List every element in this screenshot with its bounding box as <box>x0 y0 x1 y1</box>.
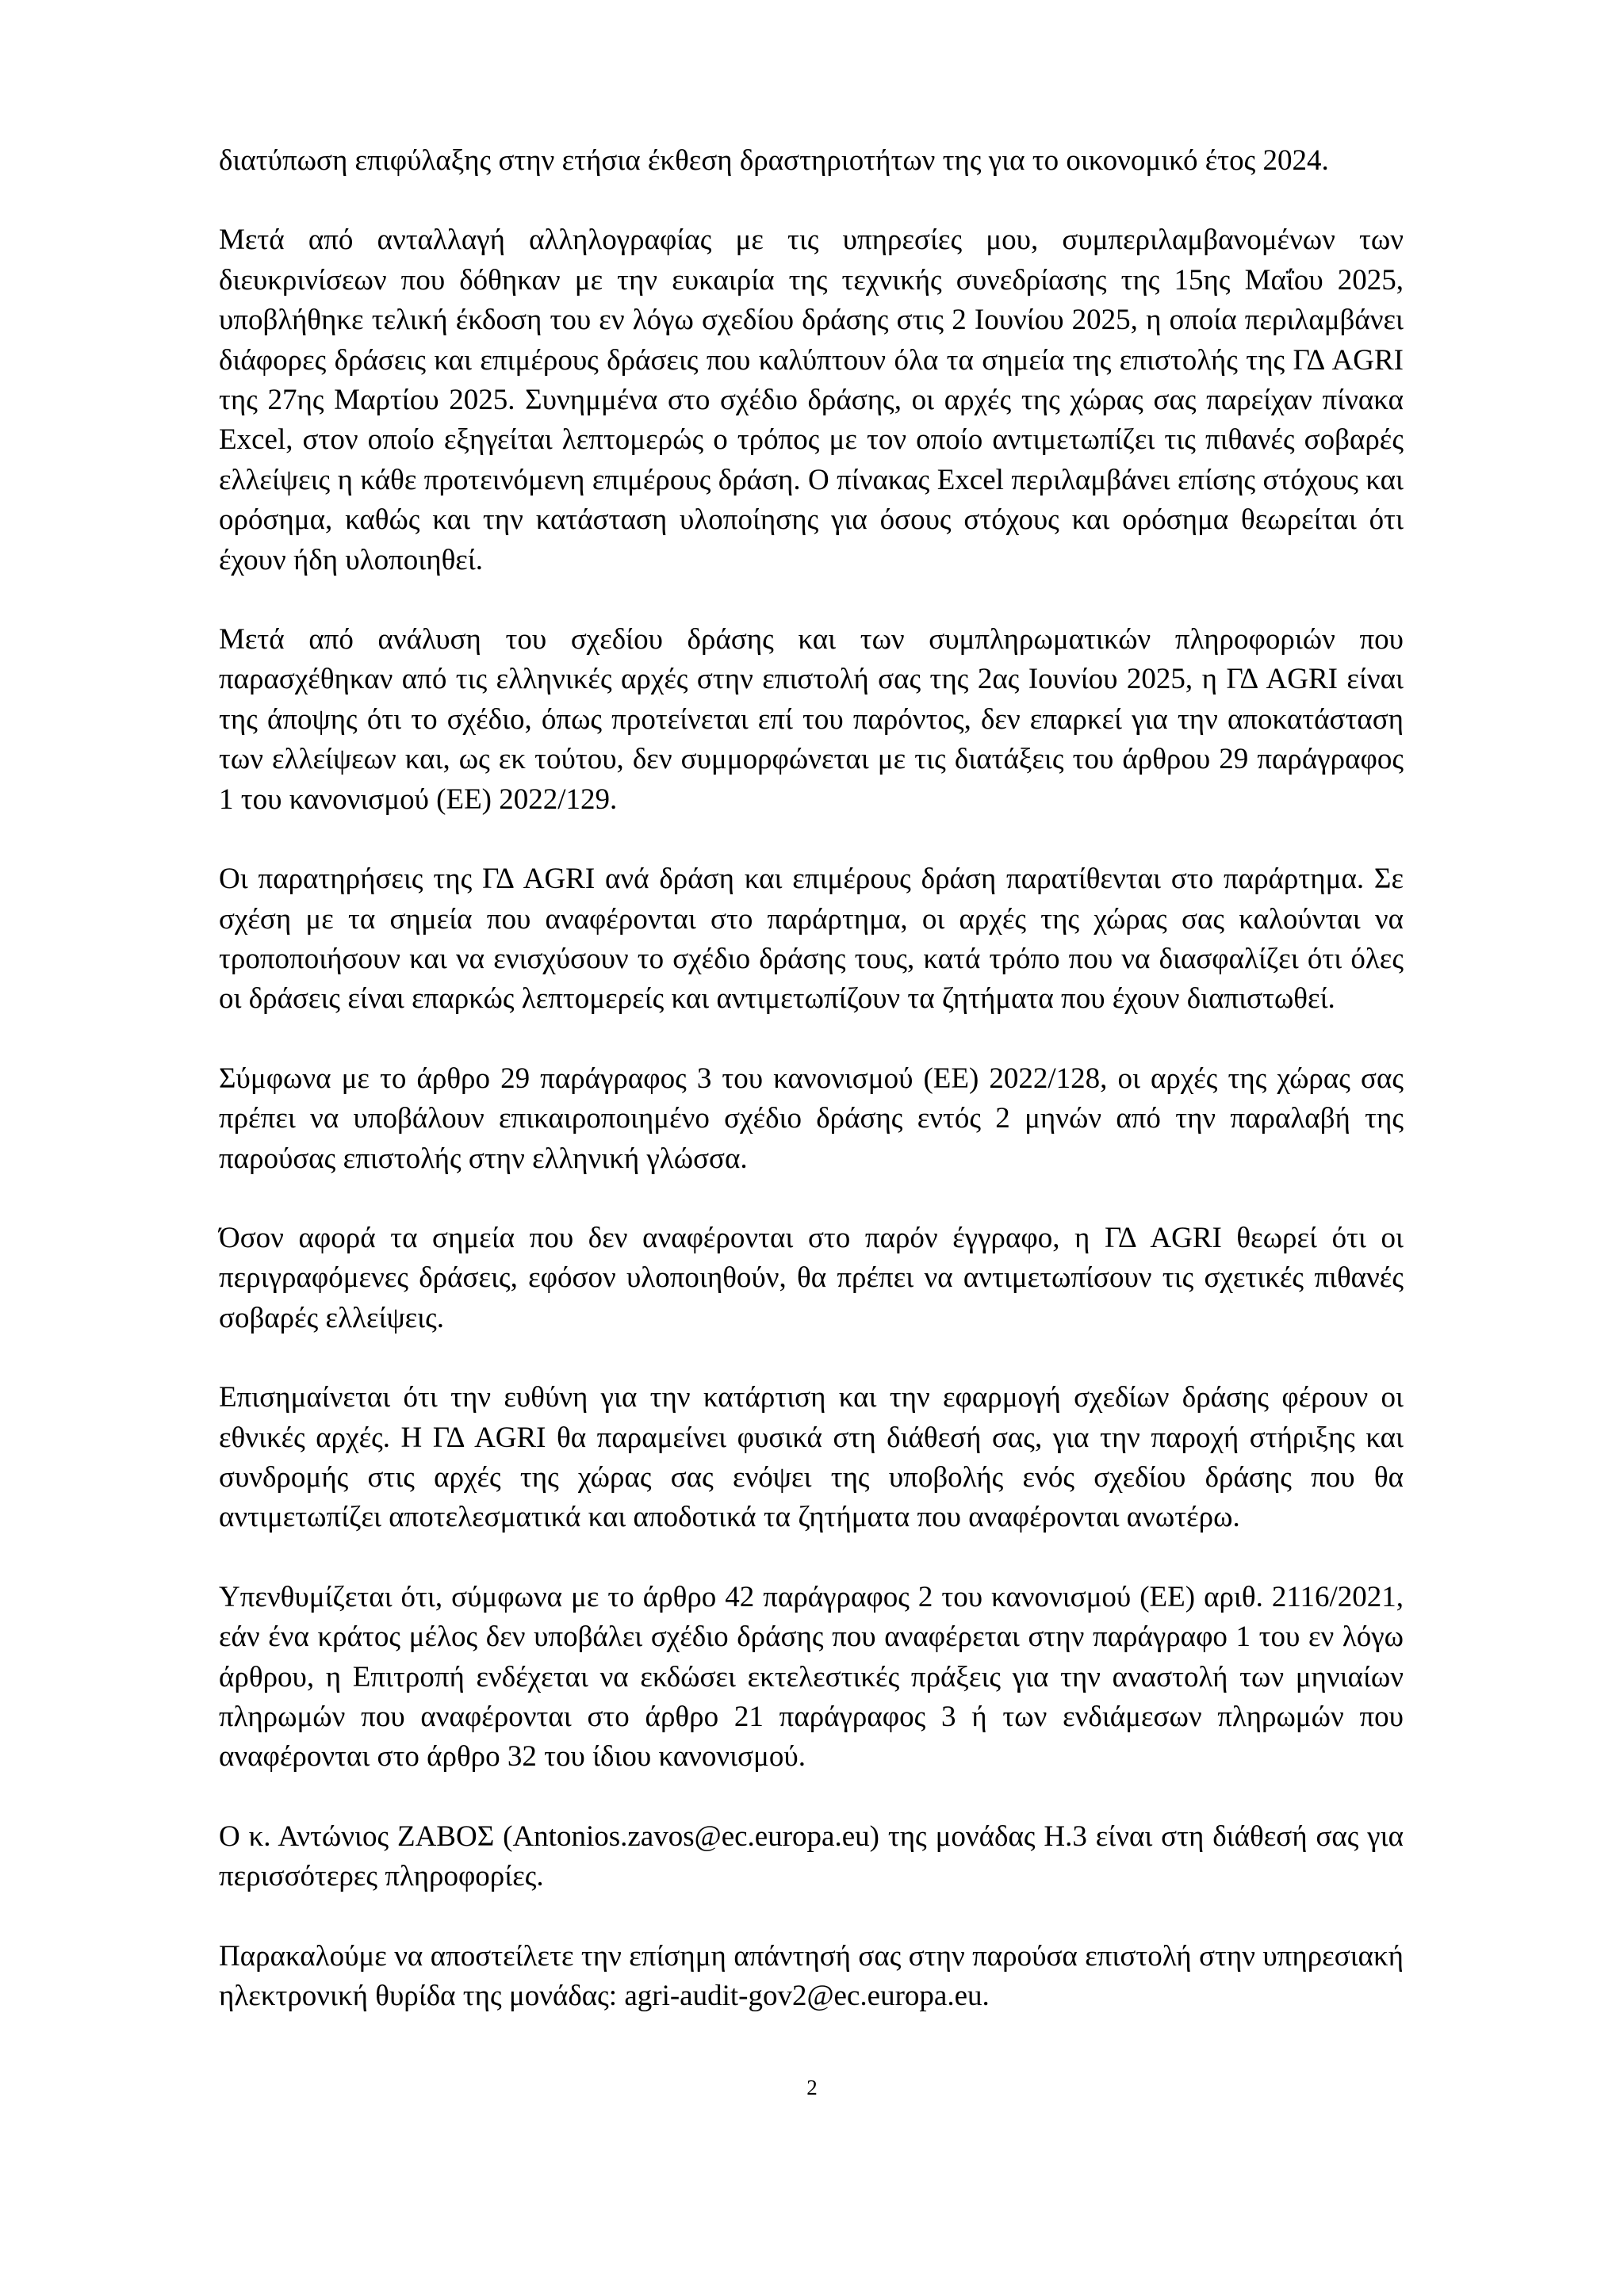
paragraph-annex-observations: Οι παρατηρήσεις της ΓΔ AGRI ανά δράση και επιμέρους δράση παρατίθενται στο παράρτημα. Σε σχέση με τα σημεία που αναφέρονται στο παράρτημα, οι αρχές της χώρας σας καλούνται να τροποποιήσουν και να ενισχύσουν το σχέδιο δράσης τους, κατά τρόπο που να διασφαλίζει ότι όλες οι δράσεις είναι επαρκώς λεπτομερείς και αντιμετωπίζουν τα ζητήματα που έχουν διαπιστωθεί. <box>219 863 1404 1016</box>
paragraph-responsibility: Επισημαίνεται ότι την ευθύνη για την κατάρτιση και την εφαρμογή σχεδίων δράσης φέρουν οι εθνικές αρχές. Η ΓΔ AGRI θα παραμείνει φυσικά στη διάθεσή σας, για την παροχή στήριξης και συνδρομής στις αρχές της χώρας σας ενόψει της υποβολής ενός σχεδίου δράσης που θα αντιμετωπίζει αποτελεσματικά και αποδοτικά τα ζητήματα που αναφέρονται ανωτέρω. <box>219 1381 1404 1534</box>
paragraph-submission-deadline: Σύμφωνα με το άρθρο 29 παράγραφος 3 του κανονισμού (ΕΕ) 2022/128, οι αρχές της χώρας σας πρέπει να υποβάλουν επικαιροποιημένο σχέδιο δράσης εντός 2 μηνών από την παραλαβή της παρούσας επιστολής στην ελληνική γλώσσα. <box>219 1062 1404 1175</box>
page-number: 2 <box>806 2076 818 2099</box>
letter-body <box>219 141 1404 2016</box>
paragraph-unmentioned-points: Όσον αφορά τα σημεία που δεν αναφέρονται στο παρόν έγγραφο, η ΓΔ AGRI θεωρεί ότι οι περιγραφόμενες δράσεις, εφόσον υλοποιηθούν, θα πρέπει να αντιμετωπίσουν τις σχετικές πιθανές σοβαρές ελλείψεις. <box>219 1221 1404 1334</box>
paragraph-payment-suspension: Υπενθυμίζεται ότι, σύμφωνα με το άρθρο 42 παράγραφος 2 του κανονισμού (ΕΕ) αριθ. 2116/2021, εάν ένα κράτος μέλος δεν υποβάλει σχέδιο δράσης που αναφέρεται στην παράγραφο 1 του εν λόγω άρθρου, η Επιτροπή ενδέχεται να εκδώσει εκτελεστικές πράξεις για την αναστολή των μηνιαίων πληρωμών που αναφέρονται στο άρθρο 21 παράγραφος 3 ή των ενδιάμεσων πληρωμών που αναφέρονται στο άρθρο 32 του ίδιου κανονισμού. <box>219 1580 1404 1774</box>
paragraph-reply-mailbox: Παρακαλούμε να αποστείλετε την επίσημη απάντησή σας στην παρούσα επιστολή στην υπηρεσιακή ηλεκτρονική θυρίδα της μονάδας: agri-audit-gov2@ec.europa.eu. <box>219 1939 1404 2013</box>
paragraph-action-plan-submission: Μετά από ανταλλαγή αλληλογραφίας με τις υπηρεσίες μου, συμπεριλαμβανομένων των διευκρινίσεων που δόθηκαν με την ευκαιρία της τεχνικής συνεδρίασης της 15ης Μαΐου 2025, υποβλήθηκε τελική έκδοση του εν λόγω σχεδίου δράσης στις 2 Ιουνίου 2025, η οποία περιλαμβάνει διάφορες δράσεις και επιμέρους δράσεις που καλύπτουν όλα τα σημεία της επιστολής της ΓΔ AGRI της 27ης Μαρτίου 2025. Συνημμένα στο σχέδιο δράσης, οι αρχές της χώρας σας παρείχαν πίνακα Excel, στον οποίο εξηγείται λεπτομερώς ο τρόπος με τον οποίο αντιμετωπίζει τις πιθανές σοβαρές ελλείψεις η κάθε προτεινόμενη επιμέρους δράση. Ο πίνακας Excel περιλαμβάνει επίσης στόχους και ορόσημα, καθώς και την κατάσταση υλοποίησης για όσους στόχους και ορόσημα θεωρείται ότι έχουν ήδη υλοποιηθεί. <box>219 224 1404 576</box>
paragraph-reservation-continuation: διατύπωση επιφύλαξης στην ετήσια έκθεση δραστηριοτήτων της για το οικονομικό έτος 2024. <box>219 144 1329 177</box>
paragraph-contact-person: Ο κ. Αντώνιος ΖΑΒΟΣ (Antonios.zavos@ec.europa.eu) της μονάδας H.3 είναι στη διάθεσή σας για περισσότερες πληροφορίες. <box>219 1820 1404 1893</box>
paragraph-analysis-conclusion: Μετά από ανάλυση του σχεδίου δράσης και των συμπληρωματικών πληροφοριών που παρασχέθηκαν από τις ελληνικές αρχές στην επιστολή σας της 2ας Ιουνίου 2025, η ΓΔ AGRI είναι της άποψης ότι το σχέδιο, όπως προτείνεται επί του παρόντος, δεν επαρκεί για την αποκατάσταση των ελλείψεων και, ως εκ τούτου, δεν συμμορφώνεται με τις διατάξεις του άρθρου 29 παράγραφος 1 του κανονισμού (ΕΕ) 2022/129. <box>219 623 1404 816</box>
